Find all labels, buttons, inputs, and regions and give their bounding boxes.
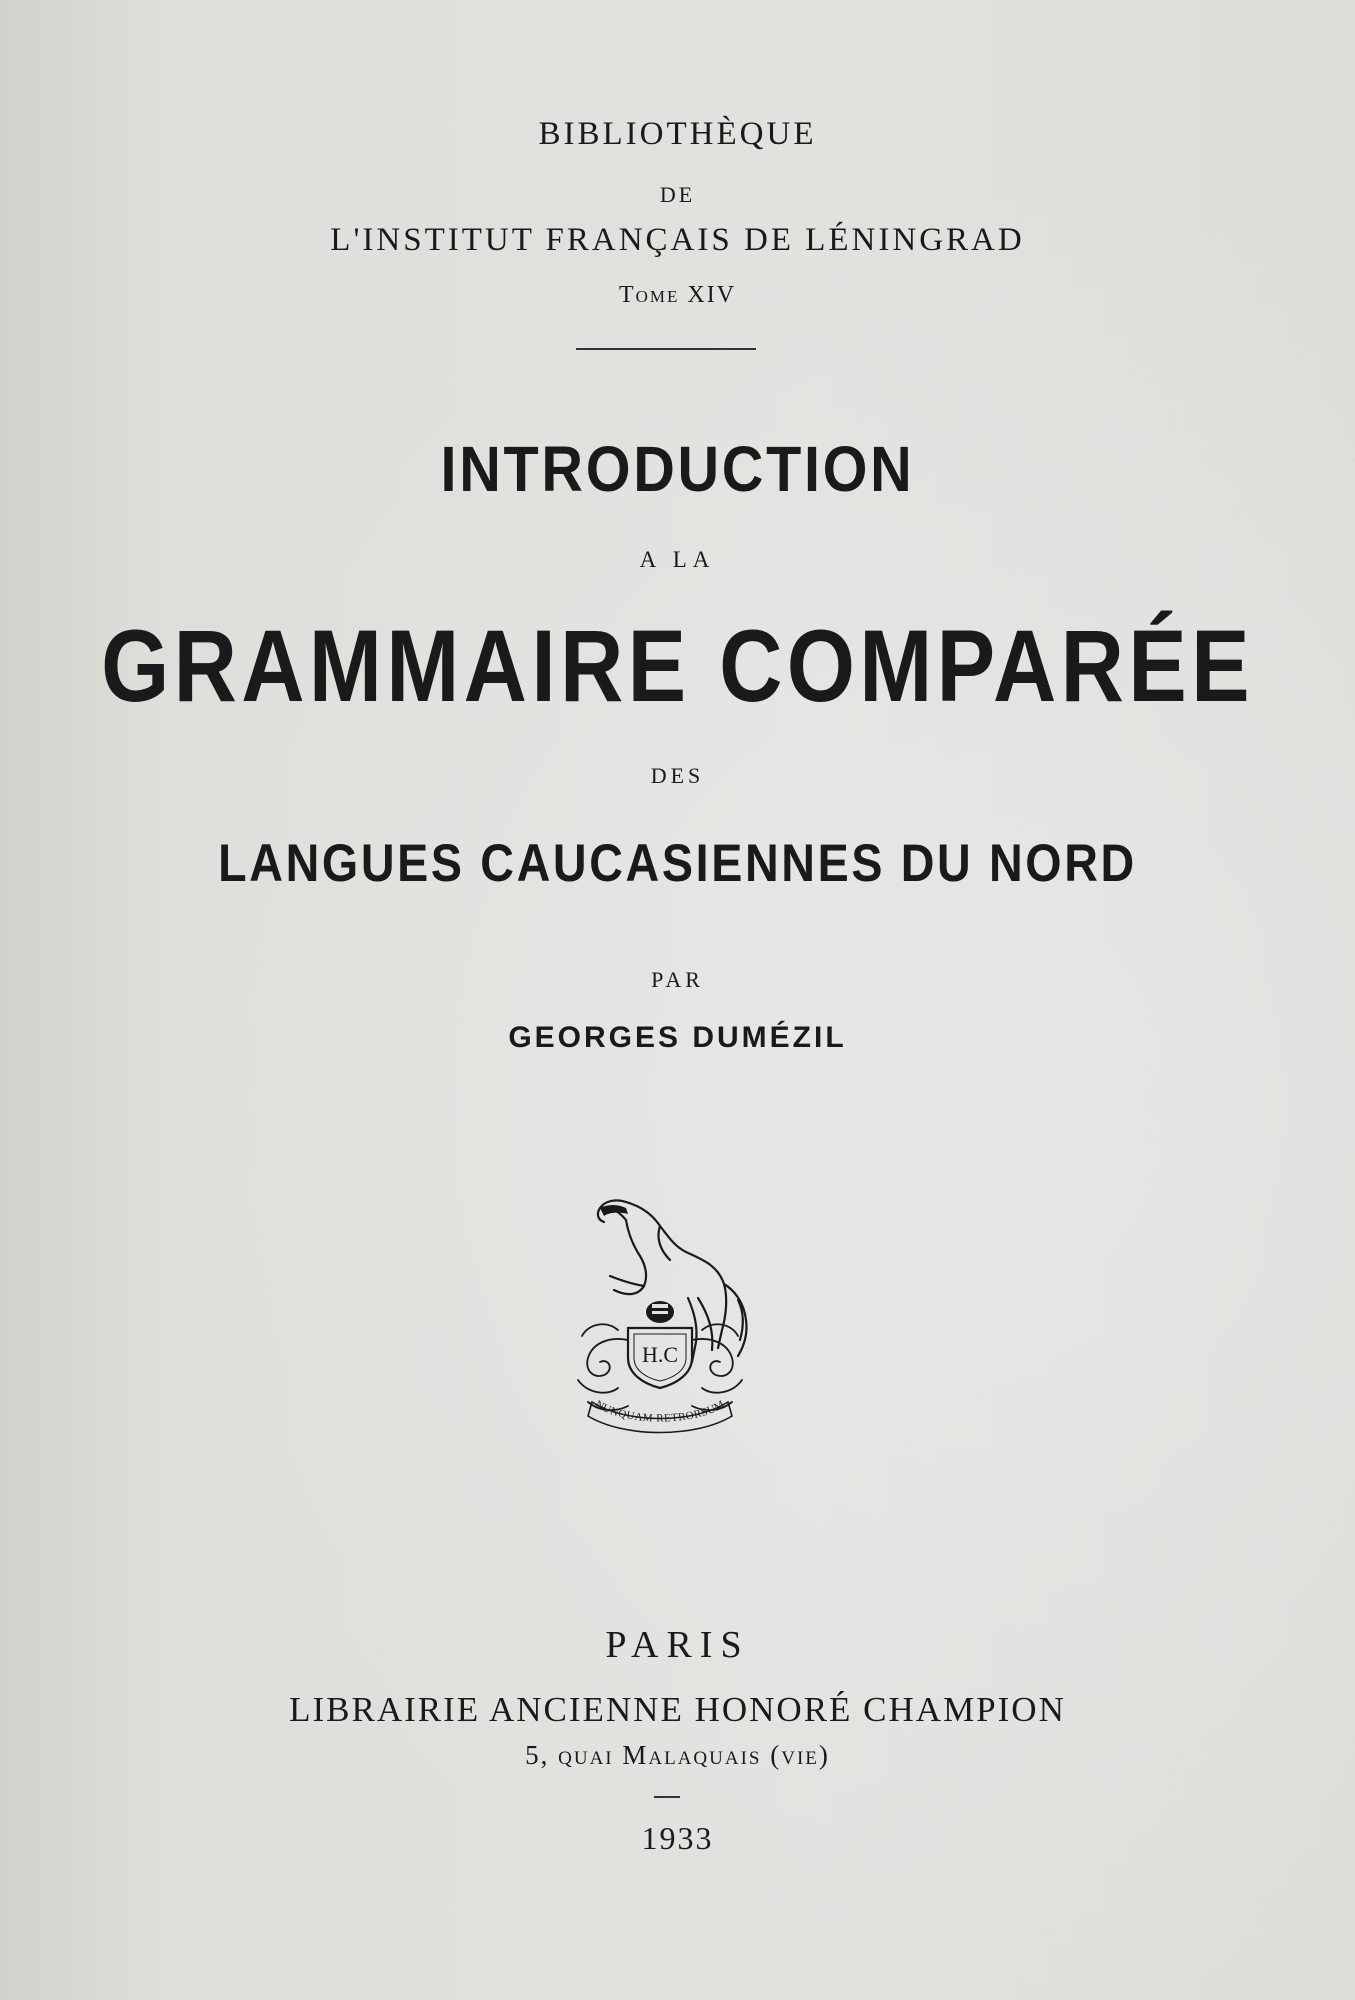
emblem-monogram: H.C	[641, 1342, 679, 1367]
emblem-motto: NUNQUAM RETRORSUM	[593, 1398, 727, 1425]
volume-number: Tome XIV	[618, 282, 737, 308]
publication-year: 1933	[641, 1820, 714, 1856]
book-title-line2: A LA	[639, 547, 716, 572]
book-title-main: GRAMMAIRE COMPARÉE	[101, 609, 1254, 723]
series-title-line3: L'INSTITUT FRANÇAIS DE LÉNINGRAD	[330, 222, 1025, 258]
divider-rule	[576, 348, 756, 350]
publisher-address: 5, quai Malaquais (vie)	[525, 1740, 830, 1770]
book-title-line1: INTRODUCTION	[440, 433, 915, 505]
publisher-emblem-icon	[548, 1180, 778, 1440]
series-title-line2: DE	[659, 182, 696, 207]
svg-text:NUNQUAM RETRORSUM	[593, 1398, 727, 1424]
book-title-line5: LANGUES CAUCASIENNES DU NORD	[218, 834, 1137, 893]
series-title-line1: BIBLIOTHÈQUE	[538, 116, 817, 152]
publisher-city: PARIS	[605, 1624, 750, 1666]
author-prefix: PAR	[651, 967, 704, 992]
divider-rule-small	[654, 1796, 680, 1798]
author-name: GEORGES DUMÉZIL	[508, 1021, 847, 1054]
publisher-name: LIBRAIRIE ANCIENNE HONORÉ CHAMPION	[289, 1690, 1066, 1729]
book-title-line4: DES	[650, 763, 705, 788]
